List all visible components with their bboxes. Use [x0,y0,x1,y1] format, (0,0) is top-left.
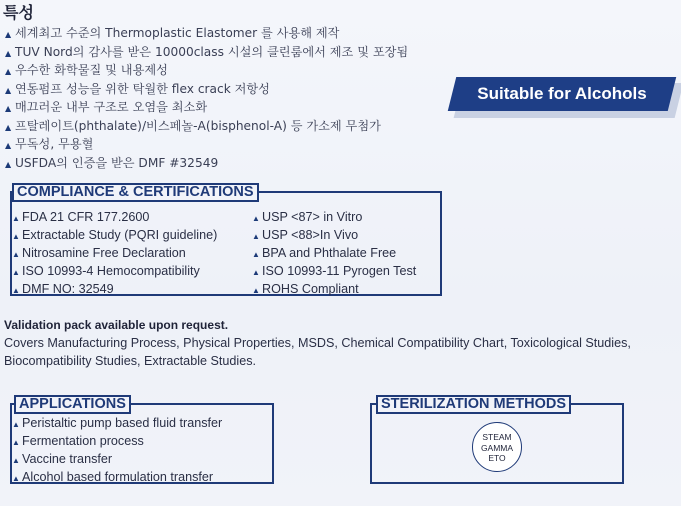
list-item: ▲ DMF NO: 32549 [12,281,217,299]
bullet-triangle-icon: ▲ [12,286,20,295]
compliance-left-list [12,209,217,299]
list-item: ▲ USFDA의 인증을 받은 DMF #32549 [5,155,408,174]
list-item: ▲ Extractable Study (PQRI guideline) [12,227,217,245]
bullet-triangle-icon: ▲ [5,141,12,150]
method-gamma: GAMMA [480,442,514,453]
bullet-triangle-icon: ▲ [12,420,20,429]
list-item: ▲ FDA 21 CFR 177.2600 [12,209,217,227]
method-steam: STEAM [482,432,512,442]
bullet-triangle-icon: ▲ [12,438,20,447]
list-item: ▲ ROHS Compliant [252,281,416,299]
applications-title: APPLICATIONS [14,395,131,414]
bullet-triangle-icon: ▲ [12,474,20,483]
bullet-triangle-icon: ▲ [252,232,260,241]
list-item: ▲ 연동펌프 성능을 위한 탁월한 flex crack 저항성 [5,81,408,100]
bullet-triangle-icon: ▲ [5,48,12,58]
bullet-triangle-icon: ▲ [12,268,20,277]
list-item: ▲ ISO 10993-4 Hemocompatibility [12,263,217,281]
alcohol-badge-text: Suitable for Alcohols [477,84,647,103]
applications-list [12,415,222,487]
compliance-title: COMPLIANCE & CERTIFICATIONS [12,183,259,202]
sterilization-methods-circle [472,422,522,472]
validation-body: Covers Manufacturing Process, Physical Properties, MSDS, Chemical Compatibility Chart, Toxicological Studies, Biocompatibility Studies, Extractable Studies. [4,336,631,368]
bullet-triangle-icon: ▲ [252,286,260,295]
list-item: ▲ Peristaltic pump based fluid transfer [12,415,222,433]
method-eto: ETO [488,453,506,463]
compliance-box [10,191,442,296]
bullet-triangle-icon: ▲ [5,67,12,76]
list-item: ▲ ISO 10993-11 Pyrogen Test [252,263,416,281]
list-item: ▲ Vaccine transfer [12,451,222,469]
bullet-triangle-icon: ▲ [12,456,20,465]
list-item: ▲ USP <87> in Vitro [252,209,416,227]
bullet-triangle-icon: ▲ [252,214,260,223]
list-item: ▲ Fermentation process [12,433,222,451]
bullet-triangle-icon: ▲ [252,268,260,277]
bullet-triangle-icon: ▲ [12,214,20,223]
bullet-triangle-icon: ▲ [12,232,20,241]
bullet-triangle-icon: ▲ [12,250,20,259]
list-item: ▲ Nitrosamine Free Declaration [12,245,217,263]
sterilization-title: STERILIZATION METHODS [376,395,571,414]
bullet-triangle-icon: ▲ [5,104,12,113]
list-item: ▲ 세계최고 수준의 Thermoplastic Elastomer 를 사용해 제작 [5,25,408,44]
list-item: ▲ 프탈레이트(phthalate)/비스페놀-A(bisphenol-A) 등 가소제 무첨가 [5,118,408,137]
features-list [5,25,408,173]
list-item: ▲ Alcohol based formulation transfer [12,469,222,487]
bullet-triangle-icon: ▲ [5,85,12,95]
list-item: ▲ 매끄러운 내부 구조로 오염을 최소화 [5,99,408,118]
validation-heading: Validation pack available upon request. [4,318,229,332]
list-item: ▲ USP <88>In Vivo [252,227,416,245]
list-item: ▲ TUV Nord의 감사를 받은 10000class 시설의 클린룸에서 제조 및 포장됨 [5,44,408,63]
list-item: ▲ BPA and Phthalate Free [252,245,416,263]
bullet-triangle-icon: ▲ [5,159,12,169]
features-title: 특성 [3,3,34,22]
bullet-triangle-icon: ▲ [5,122,12,132]
list-item: ▲ 무독성, 무용혈 [5,136,408,155]
compliance-right-list [252,209,416,299]
bullet-triangle-icon: ▲ [252,250,260,259]
bullet-triangle-icon: ▲ [5,30,12,39]
list-item: ▲ 우수한 화학물질 및 내용제성 [5,62,408,81]
applications-box [10,403,274,484]
